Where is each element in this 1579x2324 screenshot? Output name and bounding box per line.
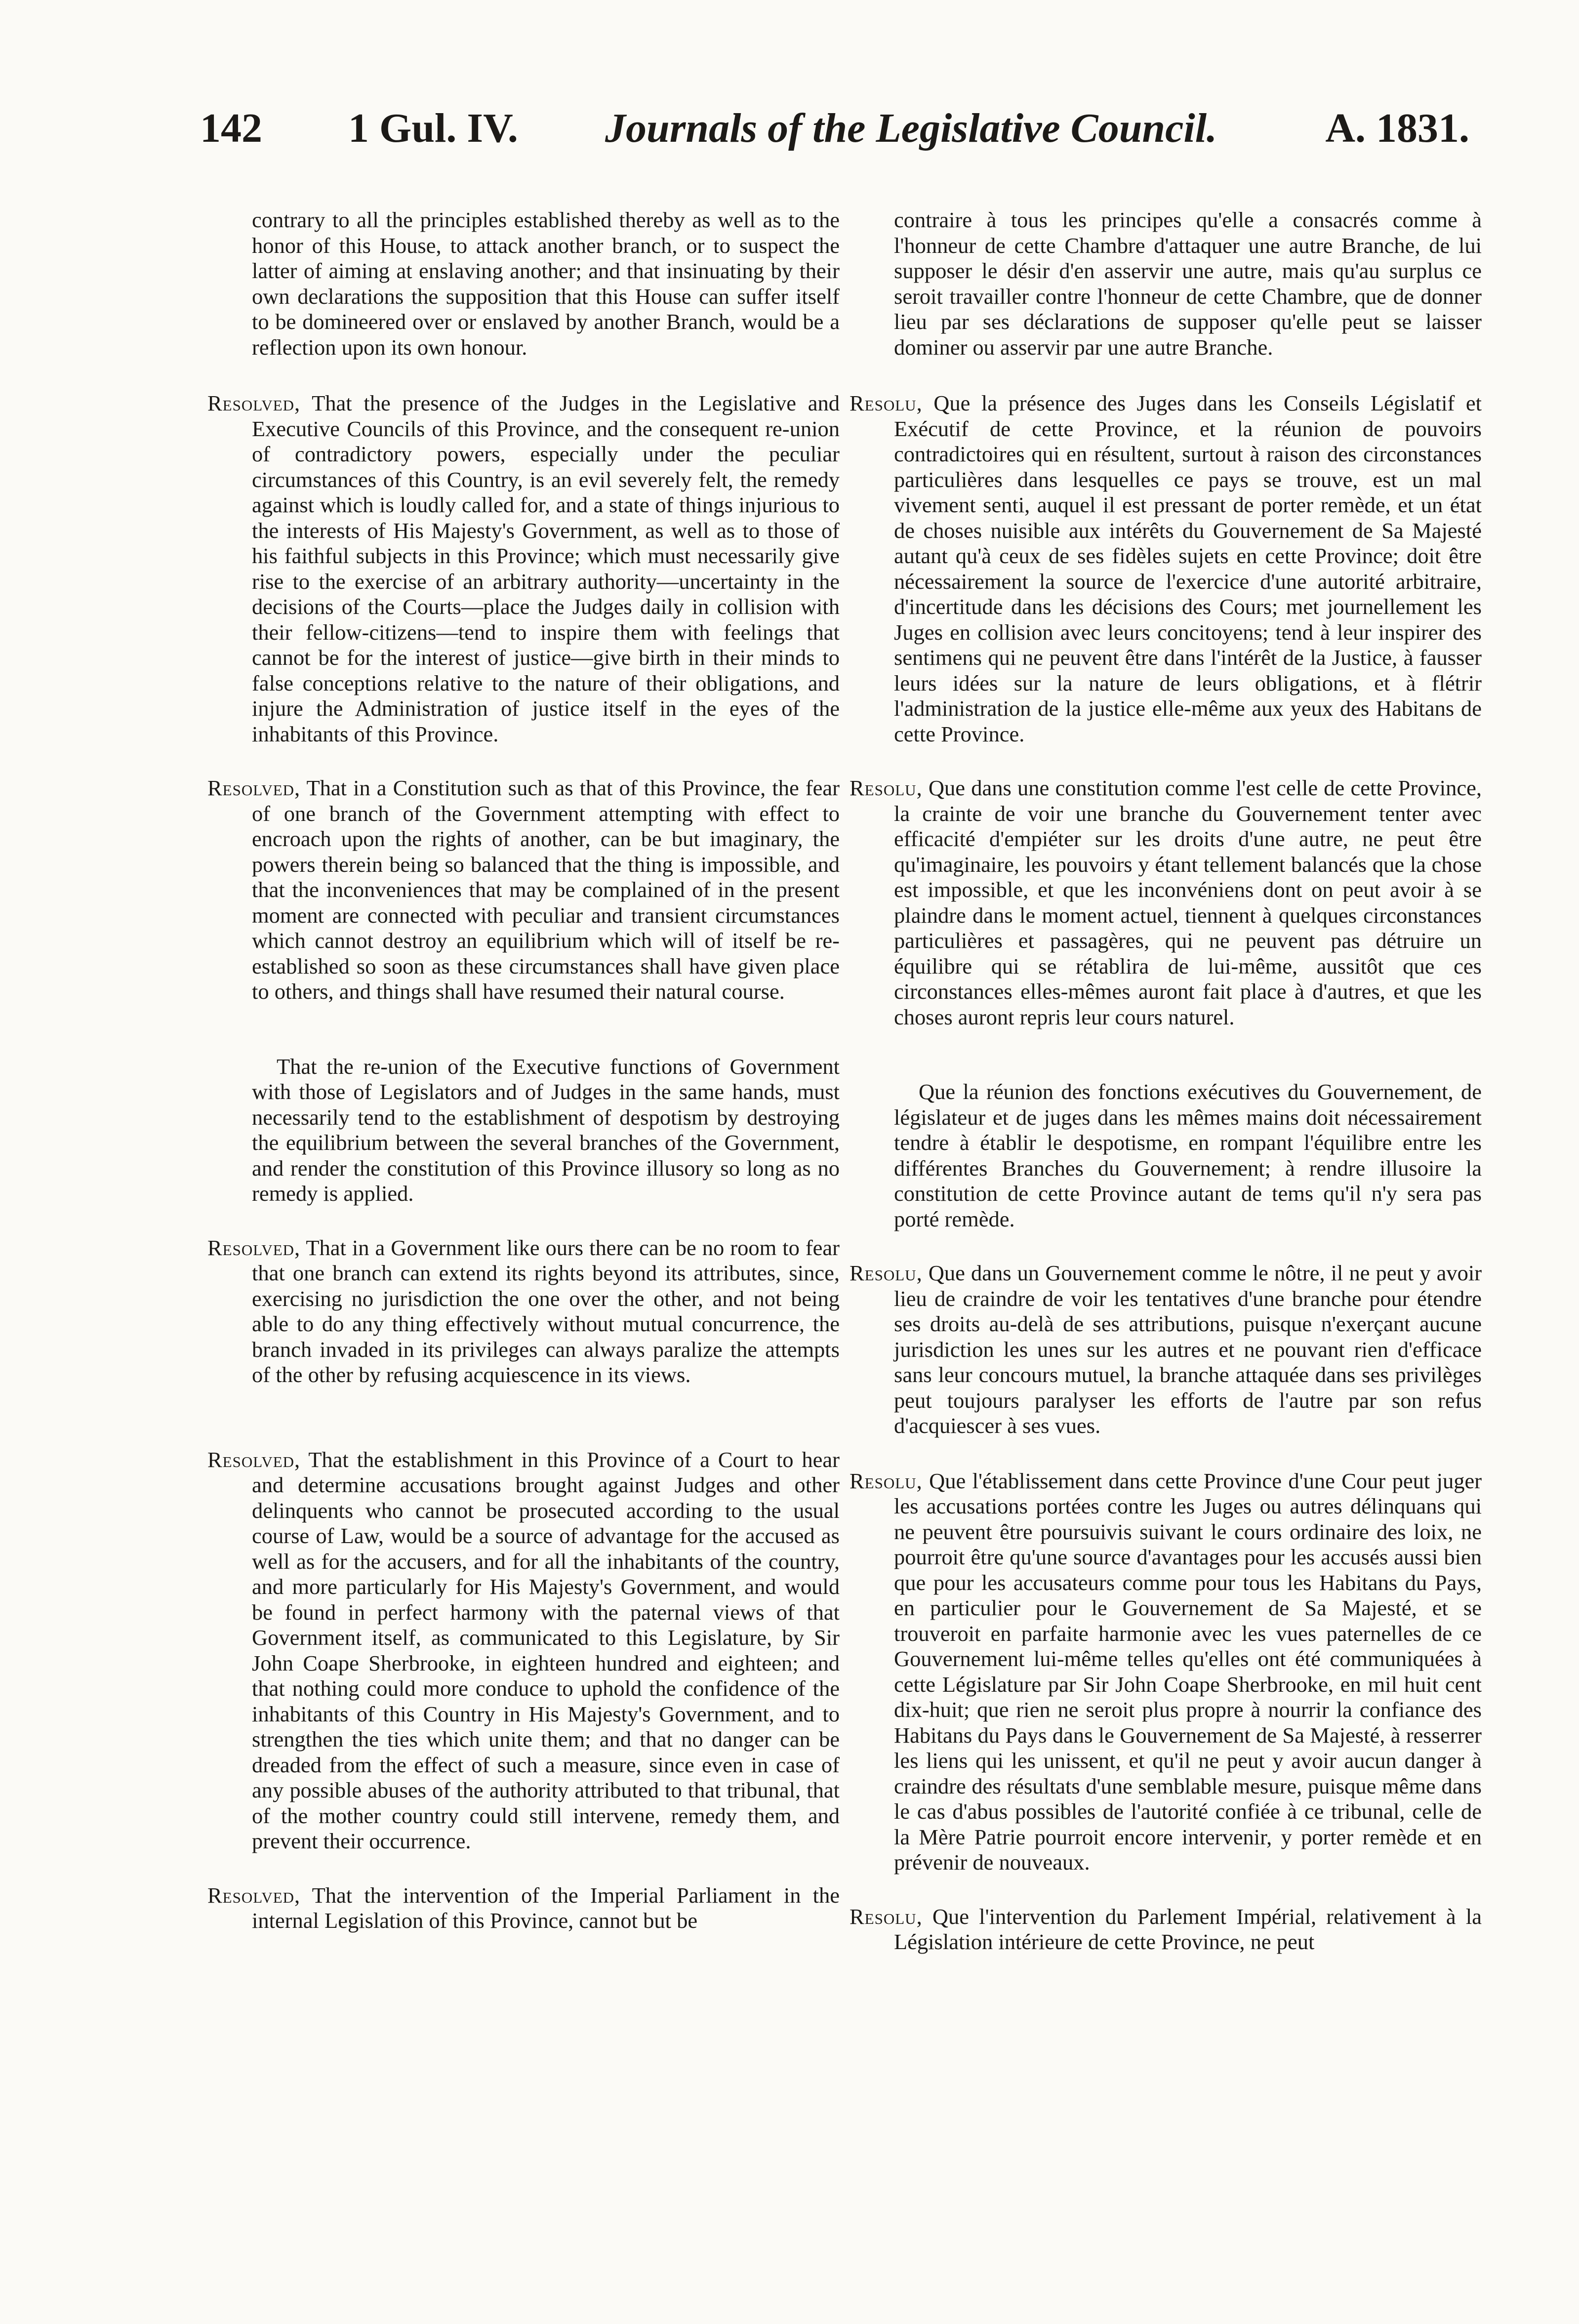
paragraph-text: That the presence of the Judges in the Legislative and Executive Councils of this Province, and the consequent re-union of contradictory powers, especially under the peculiar circumstances of this Country, is an evil severely felt, the remedy against which is loudly called for, and a state of things injurious to the interests of His Majesty's Government, as well as to those of his faithful subjects in this Province; which must necessarily give rise to the exercise of an arbitrary authority—uncertainty in the decisions of the Courts—place the Judges daily in collision with their fellow-citizens—tend to inspire them with feelings that cannot be for the interest of justice—give birth in their minds to false conceptions relative to the nature of their obligations, and injure the Administration of justice itself in the eyes of the inhabitants of this Province.: [252, 391, 840, 746]
english-paragraph-reunion: [207, 1054, 840, 1207]
resolved-label: Resolved,: [207, 391, 301, 415]
paragraph-text: That in a Constitution such as that of this Province, the fear of one branch of the Government attempting with effect to encroach upon the rights of another, can be but imaginary, the powers therein being so balanced that the thing is impossible, and that the inconveniences that may be complained of in the present moment are connected with peculiar and transient circumstances which cannot destroy an equilibrium which will of itself be re-established so soon as these circumstances shall have given place to others, and things shall have resumed their natural course.: [252, 775, 840, 1004]
session-reference: 1 Gul. IV.: [348, 105, 518, 151]
paragraph-text: contrary to all the principles established thereby as well as to the honor of this House, to attack another branch, or to suspect the latter of aiming at enslaving another; and that insinuating by their own declarations the supposition that this House can suffer itself to be domineered over or enslaved by another Branch, would be a reflection upon its own honour.: [252, 207, 840, 360]
resolu-label: Resolu,: [850, 775, 923, 800]
french-resolution-gouvernement: [850, 1261, 1482, 1439]
paragraph-text: Que l'établissement dans cette Province d'une Cour peut juger les accusations portées contre les Juges ou autres délinquans qui ne peuvent être poursuivis suivant le cours ordinaire des loix, ne pourroit être qu'une source d'avantages pour les accusés aussi bien que pour les accusateurs comme pour tous les Habitans du Pays, en particulier pour le Gouvernement de Sa Majesté, et se trouveroit en parfaite harmonie avec les vues paternelles de ce Gouvernement lui-même telles qu'elles ont été communiquées à cette Législature par Sir John Coape Sherbrooke, en mil huit cent dix-huit; que rien ne seroit plus propre à nourrir la confiance des Habitans du Pays dans le Gouvernement de Sa Majesté, à resserrer les liens qui les unissent, et qu'il ne peut y avoir aucun danger à craindre des résultats d'une semblable mesure, puisque même dans le cas d'abus possibles de l'autorité confiée à ce tribunal, celle de la Mère Patrie pourroit encore intervenir, y porter remède et en prévenir de nouveaux.: [894, 1468, 1482, 1875]
french-resolution-cour: [850, 1468, 1482, 1876]
french-resolution-constitution: [850, 775, 1482, 1030]
french-paragraph-reunion: [850, 1079, 1482, 1232]
paragraph-text: contraire à tous les principes qu'elle a consacrés comme à l'honneur de cette Chambre d'attaquer une autre Branche, de lui supposer le désir d'en asservir une autre, mais qu'au surplus ce seroit travailler contre l'honneur de cette Chambre, que de donner lieu par ses déclarations de supposer qu'elle peut se laisser dominer ou asservir par une autre Branche.: [894, 207, 1482, 360]
resolved-label: Resolved,: [207, 1447, 301, 1472]
resolu-label: Resolu,: [850, 1468, 923, 1493]
english-resolution-judges: [207, 391, 840, 747]
english-paragraph-continuation: [207, 207, 840, 360]
english-resolution-constitution: [207, 775, 840, 1005]
resolved-label: Resolved,: [207, 1235, 301, 1260]
english-resolution-court: [207, 1447, 840, 1854]
french-resolution-parlement: [850, 1904, 1482, 1955]
french-paragraph-continuation: [850, 207, 1482, 360]
paragraph-text: That in a Government like ours there can be no room to fear that one branch can extend its rights beyond its attributes, since, exercising no jurisdiction the one over the other, and not being able to do any thing effectively without mutual concurrence, the branch invaded in its privileges can always paralize the attempts of the other by refusing acquiescence in its views.: [252, 1235, 840, 1387]
english-resolution-government: [207, 1235, 840, 1388]
resolved-label: Resolved,: [207, 1882, 301, 1908]
page-header: [200, 99, 1469, 158]
paragraph-text: Que l'intervention du Parlement Impérial, relativement à la Législation intérieure de cette Province, ne peut: [894, 1904, 1482, 1954]
paragraph-text: Que dans une constitution comme l'est celle de cette Province, la crainte de voir une branche du Gouvernement tenter avec efficacité d'empiéter sur les droits d'une autre, ne peut être qu'imaginaire, les pouvoirs y étant tellement balancés que la chose est impossible, et que les inconvéniens dont on peut avoir à se plaindre dans le moment actuel, tiennent à quelques circonstances particulières et passagères, qui ne peuvent pas détruire un équilibre qui se rétablira de lui-même, aussitôt que ces circonstances elles-mêmes auront fait place à d'autres, et que les choses auront repris leur cours naturel.: [894, 775, 1482, 1029]
paragraph-text: That the establishment in this Province of a Court to hear and determine accusations brought against Judges and other delinquents who cannot be prosecuted according to the usual course of Law, would be a source of advantage for the accused as well as for the accusers, and for all the inhabitants of the country, and more particularly for His Majesty's Government, and would be found in perfect harmony with the paternal views of that Government itself, as communicated to this Legislature, by Sir John Coape Sherbrooke, in eighteen hundred and eighteen; and that nothing could more conduce to uphold the confidence of the inhabitants of this Country in His Majesty's Government, and to strengthen the ties which unite them; and that no danger can be dreaded from the effect of such a measure, since even in case of any possible abuses of the authority attributed to that tribunal, that of the mother country could still intervene, remedy them, and prevent their occurrence.: [252, 1447, 840, 1853]
paragraph-text: That the intervention of the Imperial Parliament in the internal Legislation of this Province, cannot but be: [252, 1882, 840, 1933]
resolu-label: Resolu,: [850, 1904, 923, 1929]
french-column: [850, 207, 1482, 1955]
english-resolution-parliament: [207, 1883, 840, 1934]
french-resolution-juges: [850, 391, 1482, 747]
paragraph-text: That the re-union of the Executive functions of Government with those of Legislators and of Judges in the same hands, must necessarily tend to the establishment of despotism by destroying the equilibrium between the several branches of the Government, and render the constitution of this Province illusory so long as no remedy is applied.: [252, 1054, 840, 1206]
paragraph-text: Que dans un Gouvernement comme le nôtre, il ne peut y avoir lieu de craindre de voir les tentatives d'une branche pour étendre ses droits au-delà de ses attributions, puisque n'exerçant aucune jurisdiction les unes sur les autres et ne pouvant rien d'efficace sans leur concours mutuel, la branche attaquée dans ses privilèges peut toujours paralyser les efforts de l'autre par son refus d'acquiescer à ses vues.: [894, 1261, 1482, 1438]
english-column: [207, 207, 840, 1934]
paragraph-text: Que la présence des Juges dans les Conseils Législatif et Exécutif de cette Province, et la réunion de pouvoirs contradictoires qui en résultent, surtout à raison des circonstances particulières dans lesquelles ce pays se trouve, est un mal vivement senti, auquel il est pressant de porter remède, et un état de choses nuisible aux intérêts du Gouvernement de Sa Majesté autant qu'à ceux de ses fidèles sujets en cette Province; doit être nécessairement la source de l'exercice d'une autorité arbitraire, d'incertitude dans les décisions des Cours; met journellement les Juges en collision avec leurs concitoyens; tend à leur inspirer des sentimens qui ne peuvent être dans l'intérêt de la Justice, à fausser leurs idées sur la nature de leurs obligations, et à flétrir l'administration de la justice elle-même aux yeux des Habitans de cette Province.: [894, 391, 1482, 746]
year: A. 1831.: [1325, 105, 1469, 151]
journal-title: Journals of the Legislative Council.: [605, 105, 1217, 151]
paragraph-text: Que la réunion des fonctions exécutives du Gouvernement, de législateur et de juges dans les mêmes mains doit nécessairement tendre à établir le despotisme, en rompant l'équilibre entre les différentes Branches du Gouvernement; à rendre illusoire la constitution de cette Province autant de tems qu'il n'y sera pas porté remède.: [894, 1079, 1482, 1231]
resolved-label: Resolved,: [207, 775, 301, 800]
resolu-label: Resolu,: [850, 1261, 923, 1285]
resolu-label: Resolu,: [850, 391, 923, 415]
page-number: 142: [200, 105, 262, 151]
